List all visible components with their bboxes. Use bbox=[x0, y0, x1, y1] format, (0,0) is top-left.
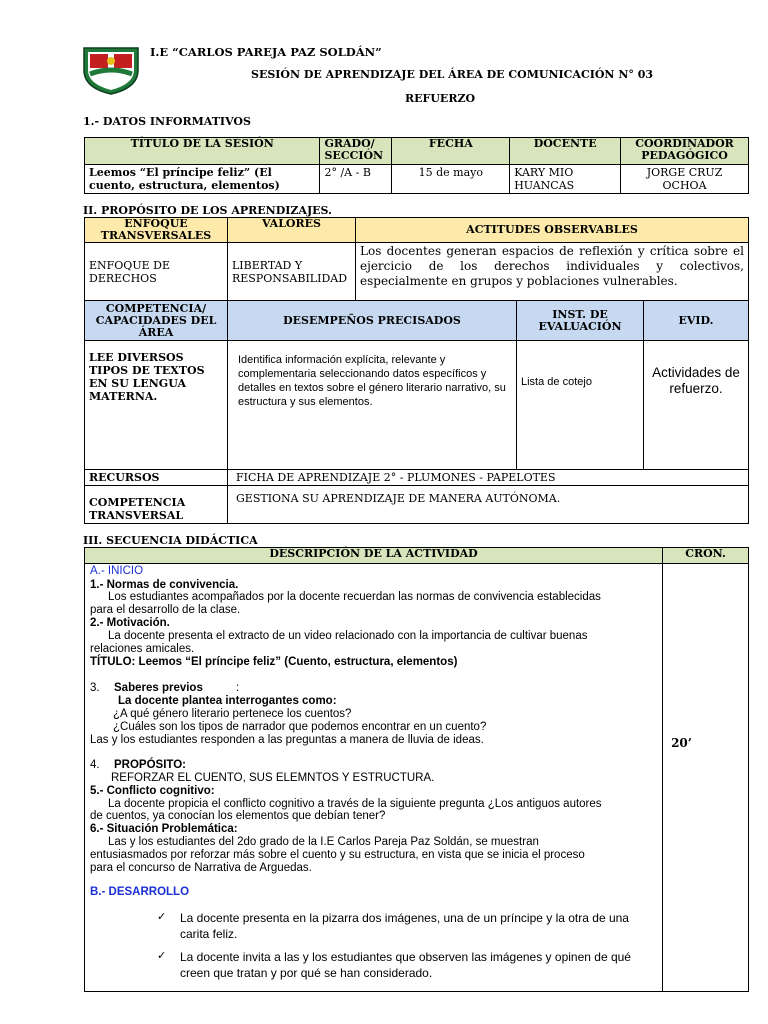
header-grado: GRADO/ SECCIÓN bbox=[320, 138, 392, 165]
enfoque-header: ENFOQUE TRANSVERSALES bbox=[85, 218, 228, 243]
situacion-text-2: entusiasmados por reforzar más sobre el cuento y su estructura, en vista que se inicia el proceso bbox=[90, 849, 585, 861]
situacion-text-1: Las y los estudiantes del 2do grado de la I.E Carlos Pareja Paz Soldán, se muestran bbox=[108, 836, 539, 848]
conflicto-text-1: La docente propicia el conflicto cognitivo a través de la siguiente pregunta ¿Los antiguos autores bbox=[108, 798, 602, 810]
coordinador-value: JORGE CRUZ OCHOA bbox=[621, 165, 749, 194]
comp-trans-value: GESTIONA SU APRENDIZAJE DE MANERA AUTÓNOMA. bbox=[228, 486, 749, 524]
valores-header: VALORES bbox=[228, 218, 356, 243]
inicio-heading: A.- INICIO bbox=[90, 565, 144, 577]
fecha-value: 15 de mayo bbox=[392, 165, 510, 194]
desarrollo-item-1b: carita feliz. bbox=[180, 927, 238, 941]
actitudes-value: Los docentes generan espacios de reflexión y crítica sobre el ejercicio de los derechos individuales y colectivos, especialmente en grupos y poblaciones vulnerables. bbox=[356, 243, 749, 301]
desarrollo-heading: B.- DESARROLLO bbox=[90, 886, 190, 898]
desempenos-value: Identifica información explícita, relevante y complementaria seleccionando datos específicos y detalles en textos sobre el género literario narrativo, su estructura y sus elementos. bbox=[228, 341, 517, 470]
conflicto-text-2: de cuentos, ya conocían los elementos que debían tener? bbox=[90, 810, 386, 822]
check-icon: ✓ bbox=[157, 949, 167, 962]
desarrollo-item-2b: creen que tratan y por qué se han considerado. bbox=[180, 966, 433, 980]
normas-text-2: para el desarrollo de la clase. bbox=[90, 604, 241, 616]
inst-header: INST. DE EVALUACIÓN bbox=[517, 301, 644, 341]
desempenos-header: DESEMPEÑOS PRECISADOS bbox=[228, 301, 517, 341]
cron-value: 20’ bbox=[663, 564, 749, 992]
cron-header: CRON. bbox=[663, 548, 749, 564]
motivacion-text-2: relaciones amicales. bbox=[90, 643, 195, 655]
inst-value: Lista de cotejo bbox=[517, 341, 644, 470]
saberes-number: 3. bbox=[90, 682, 100, 694]
header-fecha: FECHA bbox=[392, 138, 510, 165]
titulo-line: TÍTULO: Leemos “El príncipe feliz” (Cuento, estructura, elementos) bbox=[90, 656, 458, 668]
normas-text-1: Los estudiantes acompañados por la docente recuerdan las normas de convivencia establecidas bbox=[108, 591, 601, 603]
grado-value: 2° /A - B bbox=[320, 165, 392, 194]
saberes-heading: Saberes previos bbox=[114, 682, 203, 694]
header-docente: DOCENTE bbox=[510, 138, 621, 165]
actitudes-header: ACTITUDES OBSERVABLES bbox=[356, 218, 749, 243]
normas-heading: 1.- Normas de convivencia. bbox=[90, 579, 239, 591]
header-coordinador: COORDINADOR PEDAGÓGICO bbox=[621, 138, 749, 165]
school-name: I.E “CARLOS PAREJA PAZ SOLDÁN” bbox=[150, 45, 382, 59]
actividad-header: DESCRIPCIÓN DE LA ACTIVIDAD bbox=[85, 548, 663, 564]
check-icon: ✓ bbox=[157, 910, 167, 923]
docente-value: KARY MIO HUANCAS bbox=[510, 165, 621, 194]
proposito-text: REFORZAR EL CUENTO, SUS ELEMNTOS Y ESTRUCTURA. bbox=[111, 772, 435, 784]
pregunta-2: ¿Cuáles son los tipos de narrador que podemos encontrar en un cuento? bbox=[113, 721, 487, 733]
comp-trans-label: COMPETENCIA TRANSVERSAL bbox=[85, 486, 228, 524]
competencia-value: LEE DIVERSOS TIPOS DE TEXTOS EN SU LENGUA MATERNA. bbox=[85, 341, 228, 470]
section1-title: 1.- DATOS INFORMATIVOS bbox=[83, 115, 251, 128]
proposito-table bbox=[84, 217, 749, 524]
pregunta-1: ¿A qué género literario pertenece los cuentos? bbox=[113, 708, 352, 720]
evid-header: EVID. bbox=[644, 301, 749, 341]
datos-informativos-table bbox=[84, 137, 749, 194]
interrogantes-heading: La docente plantea interrogantes como: bbox=[118, 695, 337, 707]
enfoque-value: ENFOQUE DE DERECHOS bbox=[85, 243, 228, 301]
motivacion-heading: 2.- Motivación. bbox=[90, 617, 170, 629]
competencia-header: COMPETENCIA/ CAPACIDADES DEL ÁREA bbox=[85, 301, 228, 341]
section3-title: III. SECUENCIA DIDÁCTICA bbox=[83, 534, 258, 547]
session-subtitle: REFUERZO bbox=[405, 92, 476, 105]
proposito-number: 4. bbox=[90, 759, 100, 771]
recursos-label: RECURSOS bbox=[85, 470, 228, 486]
desarrollo-item-2a: La docente invita a las y los estudiantes que observen las imágenes y opinen de qué bbox=[180, 950, 631, 964]
recursos-value: FICHA DE APRENDIZAJE 2° - PLUMONES - PAPELOTES bbox=[228, 470, 749, 486]
school-logo bbox=[80, 44, 142, 96]
evid-value: Actividades de refuerzo. bbox=[644, 341, 749, 470]
conflicto-heading: 5.- Conflicto cognitivo: bbox=[90, 785, 215, 797]
section2-title: II. PROPÓSITO DE LOS APRENDIZAJES. bbox=[83, 204, 332, 217]
header-titulo: TÍTULO DE LA SESIÓN bbox=[85, 138, 320, 165]
titulo-sesion-value: Leemos “El príncipe feliz” (El cuento, estructura, elementos) bbox=[85, 165, 320, 194]
situacion-text-3: para el concurso de Narrativa de Arguedas. bbox=[90, 862, 312, 874]
session-title: SESIÓN DE APRENDIZAJE DEL ÁREA DE COMUNICACIÓN N° 03 bbox=[251, 68, 654, 81]
valores-value: LIBERTAD Y RESPONSABILIDAD bbox=[228, 243, 356, 301]
proposito-heading: PROPÓSITO: bbox=[114, 759, 186, 771]
saberes-colon: : bbox=[236, 682, 240, 694]
desarrollo-item-1a: La docente presenta en la pizarra dos imágenes, una de un príncipe y la otra de una bbox=[180, 911, 629, 925]
situacion-heading: 6.- Situación Problemática: bbox=[90, 823, 238, 835]
motivacion-text-1: La docente presenta el extracto de un video relacionado con la importancia de cultivar buenas bbox=[108, 630, 588, 642]
respuesta-line: Las y los estudiantes responden a las preguntas a manera de lluvia de ideas. bbox=[90, 734, 484, 746]
